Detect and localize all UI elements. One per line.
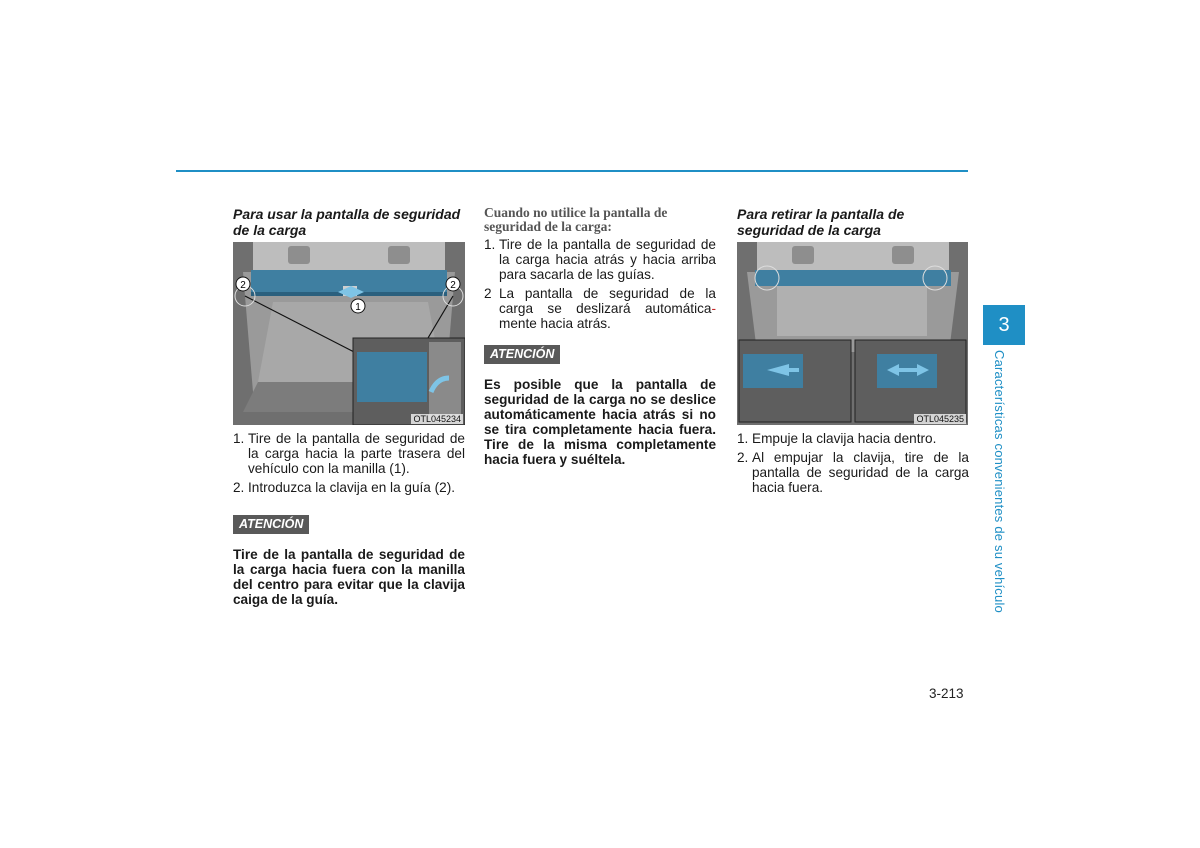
list-item: 1. Tire de la pantalla de seguridad de la carga hacia la parte trasera del vehículo con la manilla (1).	[233, 431, 465, 476]
steps-list	[233, 431, 465, 495]
column-use-cover	[233, 206, 465, 607]
column-remove-cover	[737, 206, 969, 499]
column-not-using	[484, 206, 716, 467]
atencion-label: ATENCIÓN	[233, 515, 309, 534]
cargo-area-illustration-2	[737, 242, 968, 425]
callout-2-left	[235, 276, 251, 292]
cargo-area-illustration-1	[233, 242, 465, 425]
steps-list	[737, 431, 969, 495]
hyphen-mark: -	[711, 301, 716, 316]
warning-text: Tire de la pantalla de seguridad de la carga hacia fuera con la manilla del centro para evitar que la clavija caiga de la guía.	[233, 547, 465, 607]
list-item: 2. Introduzca la clavija en la guía (2).	[233, 480, 456, 495]
figure-code: OTL045235	[916, 414, 964, 424]
section-heading-remove: Para retirar la pantalla de seguridad de la carga	[737, 206, 905, 238]
list-item: 1. Tire de la pantalla de seguridad de la carga hacia atrás y hacia arriba para sacarla de las guías.	[484, 237, 716, 282]
figure-use-cover	[233, 242, 465, 425]
callout-1	[350, 298, 366, 314]
callout-2-right	[445, 276, 461, 292]
section-heading-use: Para usar la pantalla de seguridad de la carga	[233, 206, 461, 238]
list-item: 2. Al empujar la clavija, tire de la pantalla de seguridad de la carga hacia fuera.	[737, 450, 969, 495]
chapter-tab: 3	[983, 305, 1025, 345]
figure-remove-cover	[737, 242, 968, 425]
svg-text:2: 2	[240, 280, 246, 291]
section-heading-not-using: Cuando no utilice la pantalla de seguridad de la carga:	[484, 205, 668, 234]
top-rule	[176, 170, 968, 172]
svg-text:1: 1	[355, 302, 361, 313]
warning-text: Es posible que la pantalla de seguridad de la carga no se deslice automáticamente hacia atrás si no se tira completamente hacia fuera. Tire de la misma completamente hacia fuera y suéltela.	[484, 377, 716, 467]
svg-text:2: 2	[450, 280, 456, 291]
list-item: 1. Empuje la clavija hacia dentro.	[737, 431, 937, 446]
steps-list	[484, 237, 716, 331]
chapter-title: Características convenientes de su vehículo	[992, 350, 1007, 613]
page-number: 3-213	[929, 686, 964, 701]
figure-code: OTL045234	[413, 414, 461, 424]
list-item: 2 La pantalla de seguridad de la carga se deslizará automática- mente hacia atrás.	[484, 286, 716, 331]
chapter-title-wrap	[990, 350, 1008, 613]
atencion-label: ATENCIÓN	[484, 345, 560, 364]
